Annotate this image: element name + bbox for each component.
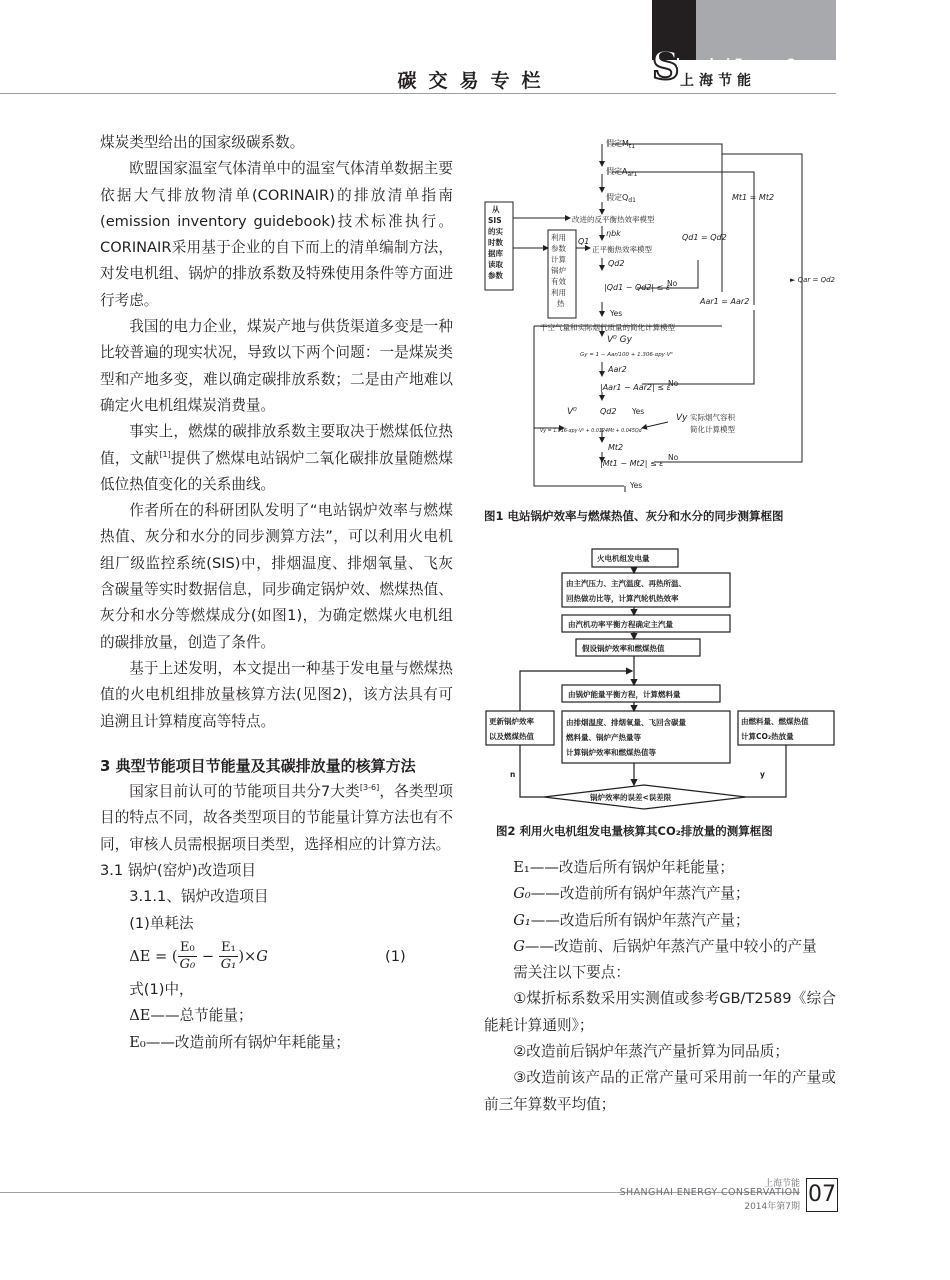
paragraph: 基于上述发明，本文提出一种基于发电量与燃煤热值的火电机组排放量核算方法(见图2)，该方法具有可追溯且计算精度高等特点。 — [100, 659, 453, 730]
symbol: G₁ — [513, 911, 531, 929]
definition — [100, 1003, 453, 1029]
definition — [484, 881, 836, 907]
symbol: G — [513, 937, 525, 955]
right-column — [484, 855, 836, 1118]
fig1-final: ► Qar = Qd2 — [790, 276, 836, 284]
svg-text:参数: 参数 — [488, 271, 503, 280]
svg-text:由排烟温度、排烟氧量、飞回含碳量: 由排烟温度、排烟氧量、飞回含碳量 — [566, 718, 686, 727]
footer-issue: 2014年第7期 — [744, 1202, 800, 1212]
definition — [484, 934, 836, 960]
subsection-heading: 3.1.1、锅炉改造项目 — [129, 888, 269, 906]
svg-text:更新锅炉效率: 更新锅炉效率 — [489, 717, 534, 726]
figure-1-diagram — [482, 130, 837, 495]
section-title: 碳交易专栏 — [397, 70, 553, 92]
fig1-v0gy: V⁰ Gy — [607, 335, 632, 345]
numerator: E₁ — [219, 940, 239, 957]
paragraph: 煤炭类型给出的国家级碳系数。 — [100, 134, 305, 151]
fig1-dry-model: 干空气量和实际烟气质量的简化计算模型 — [540, 323, 675, 332]
paragraph: 欧盟国家温室气体清单中的温室气体清单数据主要依据大气排放物清单(CORINAIR)的排放清单指南(emission inventory guidebook)技术标准执行。CORINAIR采用基于企业的自下而上的清单编制方法，对发电机组、锅炉的排放系数及特殊使用条件等方面进行考虑。 — [100, 160, 453, 309]
paragraph — [100, 779, 453, 858]
symbol: E₁ — [513, 859, 530, 876]
fig1-a-check: |Aar1 − Aar2| ≤ ε — [600, 383, 671, 392]
list-item: ①煤折标系数采用实测值或参考GB/T2589《综合能耗计算通则》； — [484, 990, 836, 1034]
svg-text:由燃料量、燃煤热值: 由燃料量、燃煤热值 — [741, 717, 809, 726]
fig1-q-eq: Qd1 = Qd2 — [682, 233, 727, 242]
fig1-label: 假定$Q_{d1}$ — [606, 193, 636, 204]
svg-text:据库: 据库 — [488, 249, 503, 258]
fig1-qd2: Qd2 — [608, 259, 625, 268]
logo-chinese: 上海节能 — [680, 73, 756, 89]
fig1-label: 假定$A_{ar1}$ — [606, 167, 638, 178]
equation-minus: − — [201, 947, 215, 965]
svg-text:从: 从 — [492, 205, 500, 214]
symbol: G₀ — [513, 885, 531, 903]
svg-text:利用: 利用 — [551, 288, 566, 297]
sis-box-text — [487, 204, 503, 280]
definition-text: ——改造后所有锅炉年耗能量； — [529, 859, 735, 876]
fig1-no: No — [667, 279, 678, 288]
fig2-labels — [489, 553, 809, 802]
svg-text:计算CO₂热放量: 计算CO₂热放量 — [741, 732, 794, 741]
equation-g: G — [256, 947, 268, 965]
paragraph: 作者所在的科研团队发明了“电站锅炉效率与燃煤热值、灰分和水分的同步测算方法”，可以利用火电机组厂级监控系统(SIS)中，排烟温度、排烟氧量、飞灰含碳量等实时数据信息，同步确定锅炉效、燃煤热值、灰分和水分等燃煤成分(如图1)，为确定燃煤火电机组的碳排放量，创造了条件。 — [100, 502, 453, 651]
fig1-a-eq: Aar1 = Aar2 — [700, 297, 750, 306]
subsection-heading: 3.1 锅炉(窑炉)改造项目 — [100, 862, 256, 880]
numerator: E₀ — [178, 940, 198, 957]
fig1-yes: Yes — [632, 407, 645, 416]
use-box-text — [551, 232, 566, 308]
footer-journal-cn: 上海节能 — [763, 1179, 800, 1189]
symbol: ΔE — [129, 1007, 151, 1025]
left-column — [100, 130, 453, 1056]
fig1-mt2: Mt2 — [608, 443, 624, 452]
equation — [100, 937, 453, 977]
page-number: 07 — [806, 1178, 838, 1212]
footer-journal-en: SHANGHAI ENERGY CONSERVATION — [619, 1187, 800, 1198]
svg-text:由汽机功率平衡方程确定主汽量: 由汽机功率平衡方程确定主汽量 — [568, 620, 673, 629]
fig1-m-eq: Mt1 = Mt2 — [732, 193, 775, 202]
text-run: 提供了燃煤电站锅炉二氧化碳排放量随燃煤低位热值变化的关系曲线。 — [100, 449, 453, 493]
citation: [3-6] — [359, 783, 380, 793]
header-rule — [0, 93, 836, 94]
definition-text: ——改造前、后锅炉年蒸汽产量中较小的产量 — [524, 937, 817, 955]
svg-text:回热做功比等，计算汽轮机热效率: 回热做功比等，计算汽轮机热效率 — [566, 594, 679, 603]
fig1-vy-formula: Vy = 1.016·αpy·V⁰ + 0.0124Mt + 0.045Qd — [540, 429, 642, 434]
fig1-gy-formula: Gy = 1 − Aar/100 + 1.306·αpy·V⁰ — [580, 352, 673, 358]
svg-text:锅炉效率的误差<误差限: 锅炉效率的误差<误差限 — [590, 793, 672, 802]
fig1-yes: Yes — [610, 309, 623, 318]
fig1-qd2: Qd2 — [600, 407, 617, 416]
svg-text:读取: 读取 — [488, 260, 503, 269]
definition — [100, 1030, 453, 1056]
svg-text:的实: 的实 — [488, 227, 503, 236]
fig1-v0: V⁰ — [567, 407, 577, 417]
svg-text:参数: 参数 — [551, 244, 566, 253]
svg-text:以及燃煤热值: 以及燃煤热值 — [489, 732, 534, 741]
equation-number: (1) — [385, 947, 406, 965]
list-item: ②改造前后锅炉年蒸汽产量折算为同品质； — [513, 1043, 789, 1061]
svg-text:由主汽压力、主汽温度、再热所温、: 由主汽压力、主汽温度、再热所温、 — [566, 579, 686, 588]
svg-text:n: n — [510, 770, 516, 779]
equation-lhs: ΔE = ( — [129, 947, 178, 965]
fig1-positive-model: 正平衡热效率模型 — [592, 245, 652, 254]
fig1-m-check: |Mt1 − Mt2| ≤ ε — [600, 459, 664, 468]
svg-text:锅炉: 锅炉 — [551, 266, 566, 275]
svg-text:热: 热 — [557, 299, 565, 308]
fig1-q1: Q1 — [578, 237, 590, 246]
fig1-vy: Vy — [676, 413, 688, 423]
svg-text:y: y — [760, 770, 765, 779]
svg-text:计算锅炉效率和燃煤热值等: 计算锅炉效率和燃煤热值等 — [566, 748, 656, 757]
fig1-improved-model: 改进的反平衡热效率模型 — [572, 215, 655, 224]
citation: [1] — [159, 449, 171, 459]
list-item: ③改造前该产品的正常产量可采用前一年的产量或前三年算数平均值； — [484, 1069, 836, 1113]
fig1-vy-model2: 简化计算模型 — [690, 425, 735, 434]
svg-text:由锅炉能量平衡方程，计算燃料量: 由锅炉能量平衡方程，计算燃料量 — [568, 690, 681, 699]
logo-s: S — [652, 43, 680, 88]
fig1-no: No — [668, 453, 679, 462]
svg-text:火电机组发电量: 火电机组发电量 — [597, 554, 650, 563]
symbol: E₀ — [129, 1033, 146, 1051]
svg-text:SIS: SIS — [488, 216, 502, 225]
fig1-yes: Yes — [630, 481, 643, 490]
svg-text:有效: 有效 — [551, 277, 566, 286]
fraction-e0-g0 — [178, 940, 198, 973]
definition-text: ——改造前所有锅炉年蒸汽产量； — [530, 885, 750, 903]
figure-2-caption: 图2 利用火电机组发电量核算其CO₂排放量的测算框图 — [496, 824, 773, 838]
paragraph: 式(1)中， — [129, 980, 194, 998]
svg-text:计算: 计算 — [551, 255, 566, 264]
method-title: (1)单耗法 — [129, 914, 194, 932]
figure-1-caption: 图1 电站锅炉效率与燃煤热值、灰分和水分的同步测算框图 — [484, 509, 784, 523]
text-run: 事实上，燃煤的碳排放系数主要取决于燃煤低位热值，文献 — [100, 423, 453, 467]
text-run: ，各类型项目的特点不同，故各类型项目的节能量计算方法也有不同，审核人员需根据项目类型，选择相应的计算方法。 — [100, 783, 453, 853]
fig1-no: No — [668, 379, 679, 388]
section-heading: 3 典型节能项目节能量及其碳排放量的核算方法 — [100, 756, 416, 775]
fig1-aar2: Aar2 — [608, 365, 627, 374]
svg-text:假设锅炉效率和燃煤热值: 假设锅炉效率和燃煤热值 — [582, 644, 665, 653]
fig1-vy-model: 实际烟气容积 — [690, 413, 735, 422]
svg-text:时数: 时数 — [488, 238, 503, 247]
definition — [484, 908, 836, 934]
equation-rhs: )× — [238, 947, 257, 965]
definition-text: ——总节能量； — [150, 1007, 253, 1025]
figure-2-diagram — [484, 545, 839, 810]
text-run: 国家目前认可的节能项目共分7大类 — [129, 783, 360, 801]
denominator: G₁ — [220, 957, 237, 973]
definition-text: ——改造前所有锅炉年耗能量； — [145, 1033, 351, 1051]
paragraph: 需关注以下要点： — [513, 964, 630, 982]
svg-text:燃料量、锅炉产热量等: 燃料量、锅炉产热量等 — [566, 733, 641, 742]
fig1-q-check: |Qd1 − Qd2| ≤ ε — [604, 283, 671, 292]
definition — [484, 855, 836, 881]
fig1-eta: ηbk — [606, 229, 621, 238]
fraction-e1-g1 — [219, 940, 239, 973]
svg-text:利用: 利用 — [551, 233, 566, 242]
paragraph: 我国的电力企业，煤炭产地与供货渠道多变是一种比较普遍的现实状况，导致以下两个问题：一是煤炭类型和产地多变，难以确定碳排放系数；二是由产地难以确定火电机组煤炭消费量。 — [100, 318, 453, 414]
denominator: G₀ — [179, 957, 196, 973]
paragraph — [100, 419, 453, 498]
logo-english: hanghai Energy Conservation — [676, 56, 876, 70]
fig1-label: 假定$M_{t1}$ — [606, 139, 636, 150]
definition-text: ——改造后所有锅炉年蒸汽产量； — [530, 911, 750, 929]
